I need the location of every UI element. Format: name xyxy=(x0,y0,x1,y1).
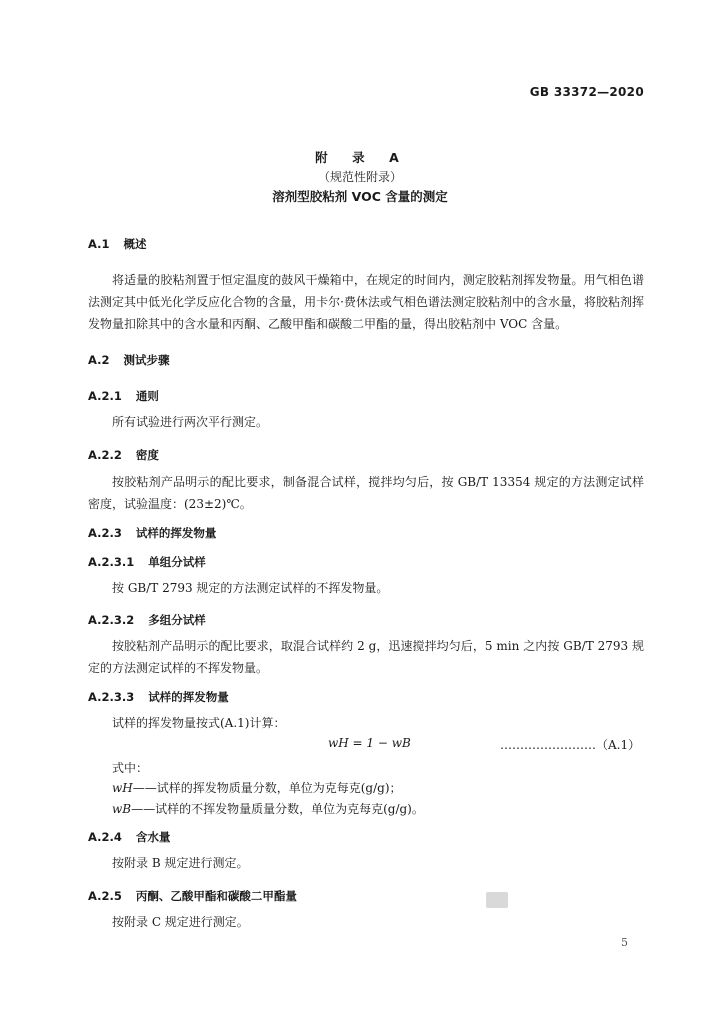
heading-title: 丙酮、乙酸甲酯和碳酸二甲酯量 xyxy=(135,889,297,903)
definition-wh xyxy=(112,779,402,796)
paragraph-a25: 按附录 C 规定进行测定。 xyxy=(112,915,249,929)
heading-title: 试样的挥发物量 xyxy=(148,690,229,704)
paragraph-a231: 按 GB/T 2793 规定的方法测定试样的不挥发物量。 xyxy=(112,581,389,595)
heading-number: A.2.3.1 xyxy=(88,555,135,569)
heading-a1 xyxy=(88,236,146,252)
formula-a1: wH = 1 − wB xyxy=(328,736,411,750)
paragraph-a1: 将适量的胶粘剂置于恒定温度的鼓风干燥箱中，在规定的时间内，测定胶粘剂挥发物量。用气相色谱法测定其中低光化学反应化合物的含量，用卡尔·费休法或气相色谱法测定胶粘剂中的含水量，将胶粘剂挥发物量扣除其中的含水量和丙酮、乙酸甲酯和碳酸二甲酯的量，得出胶粘剂中 VOC 含量。 xyxy=(88,273,644,331)
heading-title: 含水量 xyxy=(135,830,171,844)
heading-a2 xyxy=(88,352,169,368)
heading-title: 单组分试样 xyxy=(148,555,206,569)
page-number: 5 xyxy=(621,936,628,949)
heading-title: 多组分试样 xyxy=(148,613,206,627)
definition-wb xyxy=(112,800,424,817)
heading-a231 xyxy=(88,554,206,570)
heading-number: A.1 xyxy=(88,237,110,251)
heading-a24 xyxy=(88,829,170,845)
formula-intro: 试样的挥发物量按式(A.1)计算： xyxy=(112,716,286,730)
definition-text: ——试样的挥发物质量分数，单位为克每克(g/g)； xyxy=(132,781,402,795)
heading-number: A.2.4 xyxy=(88,830,122,844)
paragraph-a21: 所有试验进行两次平行测定。 xyxy=(112,415,269,429)
appendix-type: （规范性附录） xyxy=(317,170,402,184)
heading-number: A.2.5 xyxy=(88,889,122,903)
heading-title: 试样的挥发物量 xyxy=(135,526,217,540)
heading-number: A.2.3.2 xyxy=(88,613,135,627)
appendix-label: 附 录 A xyxy=(315,150,405,165)
heading-title: 通则 xyxy=(135,389,159,403)
where-label: 式中： xyxy=(112,761,149,775)
heading-a23 xyxy=(88,525,216,541)
definition-text: ——试样的不挥发物量质量分数，单位为克每克(g/g)。 xyxy=(131,802,424,816)
paragraph-a22: 按胶粘剂产品明示的配比要求，制备混合试样，搅拌均匀后，按 GB/T 13354 规定的方法测定试样密度，试验温度：(23±2)℃。 xyxy=(88,475,644,511)
heading-a21 xyxy=(88,388,159,404)
heading-number: A.2.3 xyxy=(88,526,122,540)
heading-number: A.2.3.3 xyxy=(88,690,135,704)
formula-reference: ……………………（A.1） xyxy=(500,738,641,752)
heading-a233 xyxy=(88,689,229,705)
heading-a22 xyxy=(88,447,159,463)
heading-a232 xyxy=(88,612,206,628)
standard-number: GB 33372—2020 xyxy=(529,85,644,99)
heading-title: 测试步骤 xyxy=(123,353,170,367)
symbol-wh: wH xyxy=(112,781,133,795)
heading-title: 概述 xyxy=(123,237,147,251)
paragraph-a24: 按附录 B 规定进行测定。 xyxy=(112,856,249,870)
paragraph-a232: 按胶粘剂产品明示的配比要求，取混合试样约 2 g，迅速搅拌均匀后，5 min 之内按 GB/T 2793 规定的方法测定试样的不挥发物量。 xyxy=(88,639,644,675)
scan-mark xyxy=(486,892,508,908)
heading-number: A.2 xyxy=(88,353,110,367)
symbol-wb: wB xyxy=(112,802,132,816)
heading-a25 xyxy=(88,888,297,904)
heading-number: A.2.2 xyxy=(88,448,122,462)
heading-title: 密度 xyxy=(135,448,159,462)
appendix-title: 溶剂型胶粘剂 VOC 含量的测定 xyxy=(272,189,448,204)
heading-number: A.2.1 xyxy=(88,389,122,403)
